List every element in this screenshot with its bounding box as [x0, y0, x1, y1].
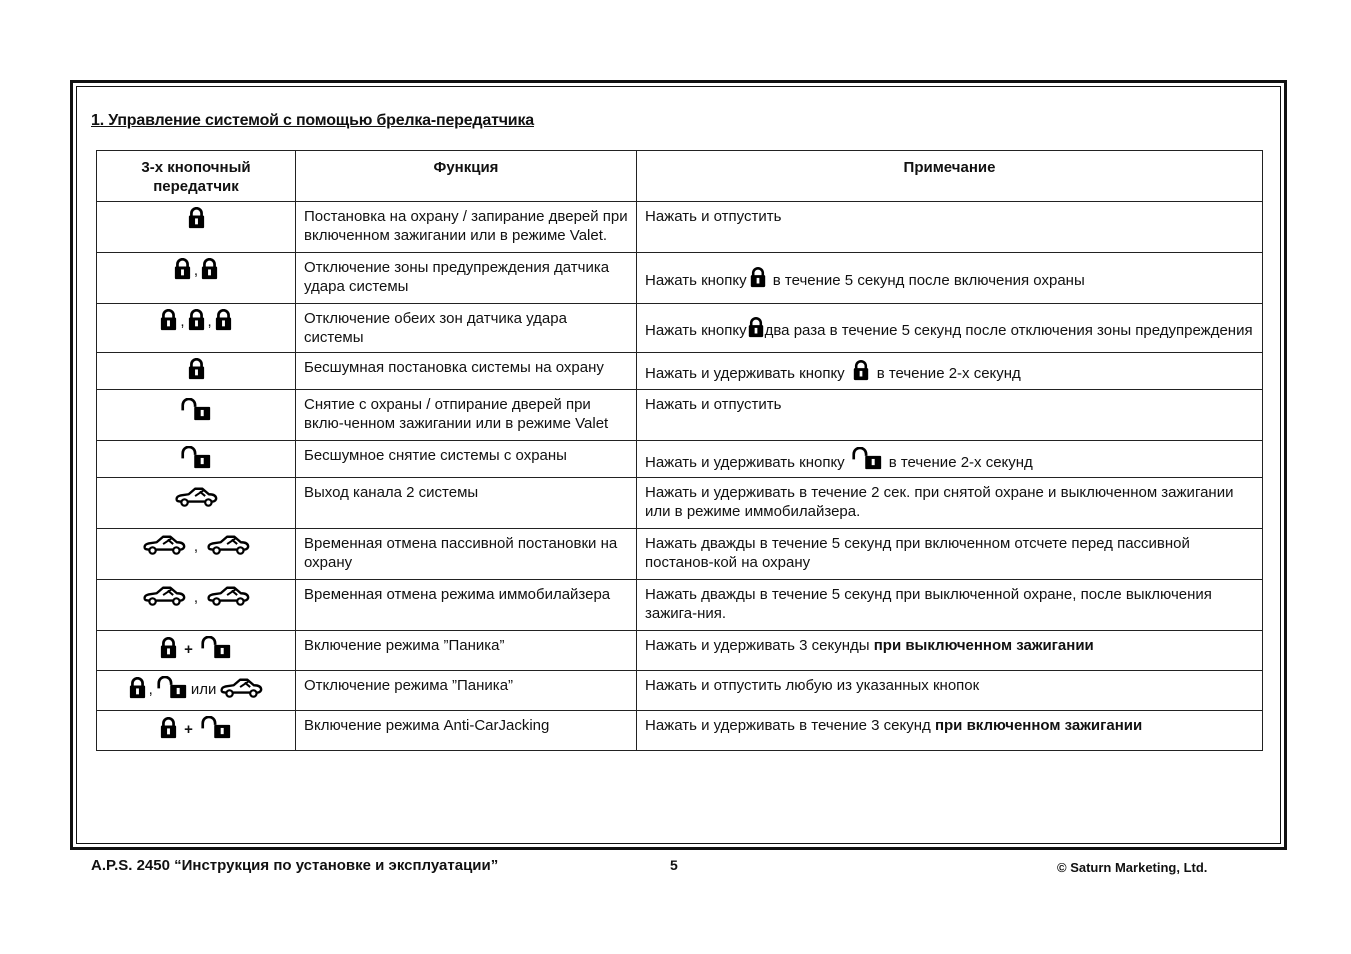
note-cell	[637, 253, 1263, 304]
function-cell: Временная отмена режима иммобилайзера	[296, 580, 637, 631]
button-combo	[97, 202, 296, 253]
lock-icon	[748, 317, 764, 338]
unlock-icon	[180, 446, 212, 469]
lock-icon	[129, 677, 146, 699]
note-cell	[637, 711, 1263, 751]
function-cell: Отключение зоны предупреждения датчика удара системы	[296, 253, 637, 304]
button-combo	[97, 390, 296, 441]
unlock-icon	[156, 676, 188, 699]
unlock-icon	[200, 636, 232, 659]
comma-separator: ,	[193, 538, 199, 555]
plus-separator: +	[184, 641, 193, 658]
table-row	[97, 631, 1263, 671]
table-row	[97, 390, 1263, 441]
note-text: в течение 2-х секунд	[888, 453, 1033, 471]
comma-separator: ,	[193, 589, 199, 606]
note-cell: Нажать дважды в течение 5 секунд при включенном отсчете перед пассивной постанов-кой на охрану	[637, 529, 1263, 580]
button-combo	[97, 580, 296, 631]
unlock-icon	[180, 398, 212, 421]
button-combo	[97, 631, 296, 671]
lock-icon	[750, 267, 766, 288]
note-text: Нажать кнопку	[645, 271, 747, 289]
function-cell: Включение режима ”Паника”	[296, 631, 637, 671]
note-cell: Нажать и отпустить	[637, 390, 1263, 441]
footer-copyright: © Saturn Marketing, Ltd.	[1057, 860, 1208, 875]
lock-icon	[174, 258, 191, 280]
car-icon	[174, 486, 218, 508]
table-row	[97, 353, 1263, 390]
note-cell: Нажать дважды в течение 5 секунд при выключенной охране, после выключения зажига-ния.	[637, 580, 1263, 631]
footer-document-title: A.P.S. 2450 “Инструкция по установке и эксплуатации”	[91, 857, 499, 874]
table-row	[97, 580, 1263, 631]
table-row	[97, 253, 1263, 304]
note-text: Нажать и удерживать кнопку	[645, 364, 845, 382]
note-text: Нажать кнопку	[645, 321, 747, 339]
function-cell: Бесшумная постановка системы на охрану	[296, 353, 637, 390]
function-cell: Отключение обеих зон датчика удара системы	[296, 304, 637, 353]
car-icon	[206, 585, 250, 607]
button-combo	[97, 304, 296, 353]
lock-icon	[188, 309, 205, 331]
lock-icon	[160, 717, 177, 739]
function-cell: Постановка на охрану / запирание дверей при включенном зажигании или в режиме Valet.	[296, 202, 637, 253]
header-function: Функция	[296, 151, 637, 202]
lock-icon	[188, 358, 205, 380]
note-emphasis: при включенном зажигании	[934, 717, 1143, 734]
lock-icon	[160, 309, 177, 331]
lock-icon	[201, 258, 218, 280]
lock-icon	[188, 207, 205, 229]
comma-separator: ,	[207, 313, 212, 330]
note-text: Нажать и удерживать 3 секунды	[645, 637, 870, 654]
button-combo	[97, 441, 296, 478]
function-cell: Включение режима Anti-CarJacking	[296, 711, 637, 751]
footer-page-number: 5	[670, 857, 678, 873]
note-cell	[637, 353, 1263, 390]
table-header-row	[97, 151, 1263, 202]
or-separator: или	[190, 681, 217, 698]
header-note: Примечание	[637, 151, 1263, 202]
note-emphasis: при выключенном зажигании	[873, 637, 1094, 654]
comma-separator: ,	[193, 262, 199, 279]
note-cell: Нажать и отпустить любую из указанных кнопок	[637, 671, 1263, 711]
function-cell: Временная отмена пассивной постановки на охрану	[296, 529, 637, 580]
table-row	[97, 478, 1263, 529]
table-row	[97, 711, 1263, 751]
button-combo	[97, 529, 296, 580]
car-icon	[206, 534, 250, 556]
lock-icon	[853, 360, 869, 381]
car-icon	[142, 534, 186, 556]
function-cell: Выход канала 2 системы	[296, 478, 637, 529]
button-combo	[97, 711, 296, 751]
note-text: Нажать и удерживать кнопку	[645, 453, 845, 471]
note-cell	[637, 441, 1263, 478]
header-transmitter: 3-х кнопочный передатчик	[97, 151, 296, 202]
unlock-icon	[851, 447, 883, 470]
table-row	[97, 529, 1263, 580]
note-text: в течение 2-х секунд	[876, 364, 1021, 382]
function-cell: Отключение режима ”Паника”	[296, 671, 637, 711]
table-row	[97, 202, 1263, 253]
lock-icon	[215, 309, 232, 331]
comma-separator: ,	[180, 313, 185, 330]
comma-separator: ,	[148, 681, 153, 698]
car-icon	[142, 585, 186, 607]
plus-separator: +	[184, 721, 193, 738]
button-combo	[97, 253, 296, 304]
function-cell: Бесшумное снятие системы с охраны	[296, 441, 637, 478]
button-combo	[97, 671, 296, 711]
note-text: два раза в течение 5 секунд после отключения зоны предупреждения	[764, 321, 1253, 339]
control-table	[96, 150, 1263, 751]
button-combo	[97, 353, 296, 390]
note-cell	[637, 304, 1263, 353]
button-combo	[97, 478, 296, 529]
note-cell	[637, 631, 1263, 671]
table-row	[97, 441, 1263, 478]
car-icon	[219, 677, 263, 699]
note-cell: Нажать и удерживать в течение 2 сек. при снятой охране и выключенном зажигании или в режиме иммобилайзера.	[637, 478, 1263, 529]
note-text: Нажать и удерживать в течение 3 секунд	[645, 717, 931, 734]
function-cell: Снятие с охраны / отпирание дверей при вклю-ченном зажигании или в режиме Valet	[296, 390, 637, 441]
lock-icon	[160, 637, 177, 659]
unlock-icon	[200, 716, 232, 739]
note-text: в течение 5 секунд после включения охраны	[772, 271, 1085, 289]
note-cell: Нажать и отпустить	[637, 202, 1263, 253]
table-row	[97, 304, 1263, 353]
table-row	[97, 671, 1263, 711]
section-title: 1. Управление системой с помощью брелка-передатчика	[91, 112, 534, 129]
